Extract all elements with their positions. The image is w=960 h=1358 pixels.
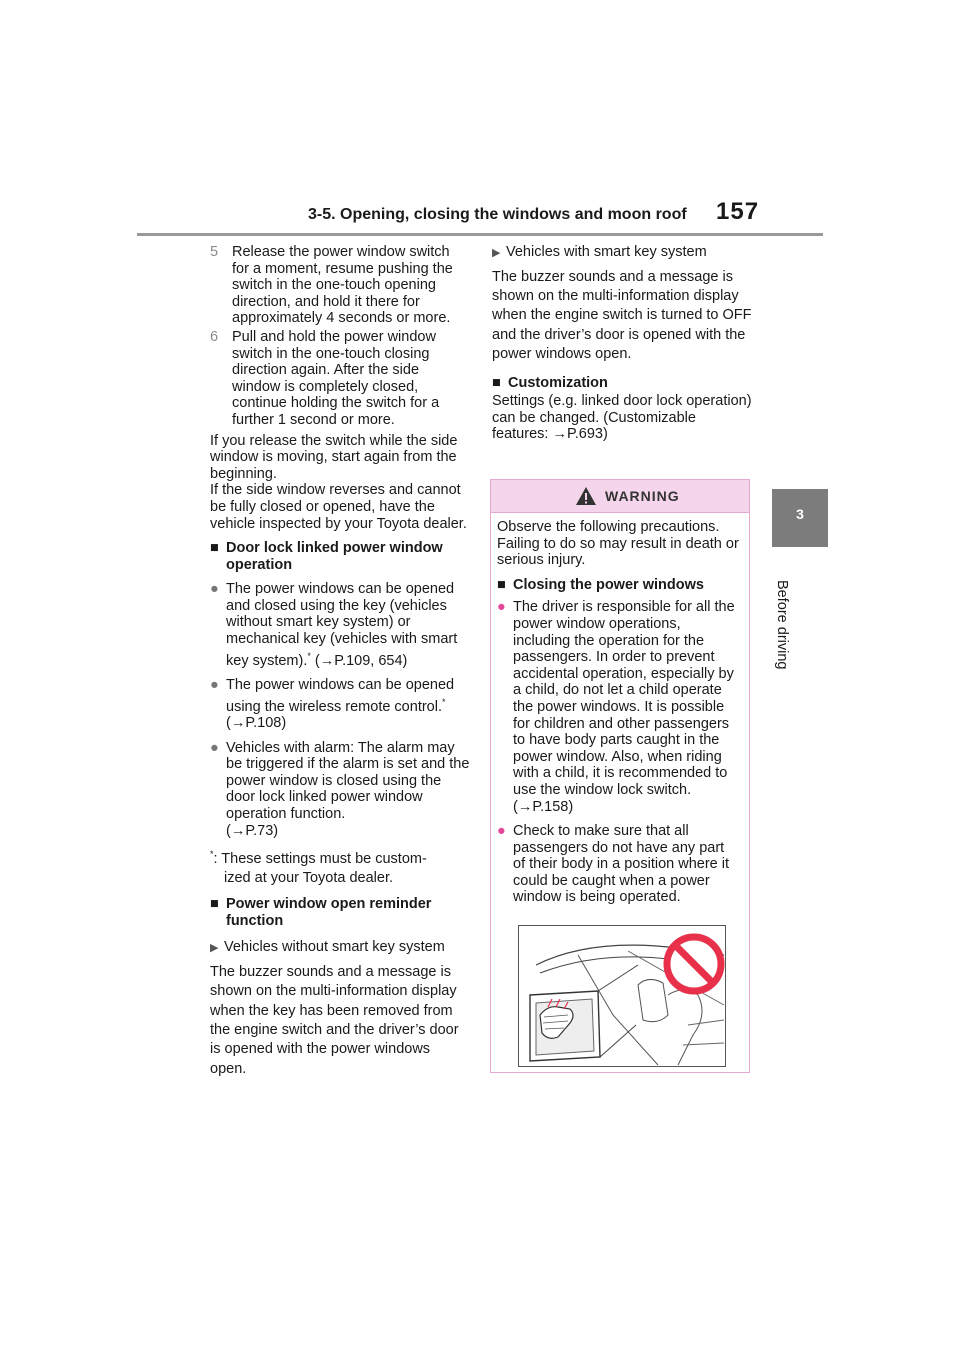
- paragraph-text: Settings (e.g. linked door lock operation) can be changed. (Customizable features:: [492, 393, 752, 443]
- heading-text: Customization: [508, 374, 608, 391]
- page-ref-link[interactable]: P.108): [245, 715, 287, 732]
- footnote-text: ized at your Toyota dealer.: [224, 870, 394, 887]
- circle-bullet-icon: ●: [210, 581, 219, 598]
- asterisk: *: [210, 849, 214, 860]
- page-ref-link[interactable]: P.158): [532, 798, 574, 815]
- circle-bullet-icon: ●: [497, 599, 506, 616]
- bullet-item: [210, 740, 470, 840]
- paragraph: If you release the switch while the side window is moving, start again from the beginning.: [210, 432, 458, 482]
- ref-open-paren: (: [226, 822, 231, 839]
- warning-body: [491, 519, 749, 906]
- step-number: 5: [210, 244, 219, 260]
- heading-text: Closing the power windows: [513, 576, 704, 593]
- sub-heading-text: Vehicles with smart key system: [506, 244, 707, 260]
- chapter-label: Before driving: [774, 580, 790, 670]
- triangle-right-icon: ▶: [210, 942, 219, 955]
- footnote: [210, 845, 470, 888]
- warning-box: [490, 479, 750, 1073]
- triangle-right-icon: ▶: [492, 247, 501, 259]
- circle-bullet-icon: ●: [210, 739, 219, 756]
- circle-bullet-icon: ●: [210, 677, 219, 694]
- bullet-text: The driver is responsible for all the power window operations, including the operation for the passengers. In order to prevent accidental operation, especially by a child, do not let a child operate the power windows. It is possible for children and other passengers to have body parts caught in the power window. Also, when riding with a child, it is recommended to use the window lock switch.: [513, 599, 735, 798]
- sub-heading: [210, 939, 470, 956]
- chapter-label-wrap: [774, 580, 879, 670]
- step-number: 6: [210, 328, 219, 345]
- sub-heading: [492, 244, 754, 261]
- arrow-icon: →: [552, 426, 567, 443]
- arrow-icon: →: [230, 822, 246, 839]
- bullet-text: Check to make sure that all passengers do not have any part of their body in a position where it could be caught when a power window is being operated.: [513, 823, 730, 906]
- step-6: [210, 329, 470, 429]
- asterisk: *: [307, 650, 311, 661]
- arrow-icon: →: [230, 715, 246, 732]
- header-divider: [137, 233, 823, 236]
- step-5: [210, 244, 470, 327]
- paragraph: The buzzer sounds and a message is shown on the multi-information display when the engine switch is turned to OFF and the driver’s door is opened with the power windows open.: [492, 268, 752, 363]
- right-column: [492, 244, 754, 443]
- paragraph: If the side window reverses and cannot be fully closed or opened, have the vehicle inspected by your Toyota dealer.: [210, 482, 467, 532]
- arrow-icon: →: [319, 652, 335, 669]
- asterisk: *: [442, 696, 446, 707]
- arrow-icon: →: [517, 798, 533, 815]
- chapter-number: 3: [796, 506, 804, 522]
- warning-triangle-icon: [575, 486, 597, 506]
- sub-heading-text: Vehicles without smart key system: [224, 939, 445, 956]
- step-text: Pull and hold the power window switch in the one-touch closing direction again. After the side window is completely closed, continue holding the switch for a further 1 second or more.: [232, 328, 440, 428]
- left-column: [210, 244, 470, 1079]
- warning-header: [491, 480, 749, 513]
- warning-heading: [497, 577, 739, 594]
- ref-open-paren: (: [314, 652, 320, 669]
- warning-bullet: [497, 823, 739, 906]
- square-bullet-icon: ■: [210, 540, 219, 557]
- page-ref-link[interactable]: P.109, 654): [334, 652, 408, 669]
- heading-text: Power window open reminder function: [226, 896, 432, 929]
- section-title: 3-5. Opening, closing the windows and moon roof: [308, 206, 687, 223]
- paragraph: The buzzer sounds and a message is shown on the multi-information display when the key has been removed from the engine switch and the driver’s door is opened with the power windows open.: [210, 963, 459, 1077]
- warning-label: WARNING: [605, 488, 680, 504]
- warning-intro: Failing to do so may result in death or serious injury.: [497, 535, 739, 569]
- warning-intro: Observe the following precautions.: [497, 519, 720, 535]
- circle-bullet-icon: ●: [497, 823, 506, 840]
- footnote-text: : These settings must be custom-: [213, 851, 427, 868]
- heading-text: Door lock linked power window operation: [226, 540, 443, 573]
- page-ref-link[interactable]: P.693): [566, 426, 608, 443]
- paragraph: [492, 393, 754, 443]
- bullet-text: Vehicles with alarm: The alarm may be triggered if the alarm is set and the power window is closed using the door lock linked power window operation function.: [226, 739, 470, 823]
- section-heading: [210, 896, 470, 929]
- bullet-item: [210, 677, 470, 732]
- bullet-text: The power windows can be opened using the wireless remote control.: [226, 677, 455, 715]
- bullet-text: The power windows can be opened and closed using the key (vehicles without smart key system) or mechanical key (vehicles with smart key system).: [226, 581, 458, 669]
- step-text: Release the power window switch for a moment, resume pushing the switch in the one-touch opening direction, and hold it there for approximately 4 seconds or more.: [232, 244, 453, 327]
- section-heading: [210, 540, 470, 573]
- square-bullet-icon: ■: [210, 896, 219, 913]
- section-heading: [492, 375, 754, 392]
- ref-open-paren: (: [226, 715, 231, 732]
- page-number: 157: [716, 198, 760, 225]
- page-ref-link[interactable]: P.73): [245, 822, 279, 839]
- square-bullet-icon: ■: [492, 374, 501, 391]
- bullet-item: [210, 581, 470, 669]
- ref-open-paren: (: [513, 798, 518, 815]
- warning-bullet: [497, 599, 739, 815]
- square-bullet-icon: ■: [497, 576, 506, 593]
- window-pinch-illustration: [518, 925, 726, 1067]
